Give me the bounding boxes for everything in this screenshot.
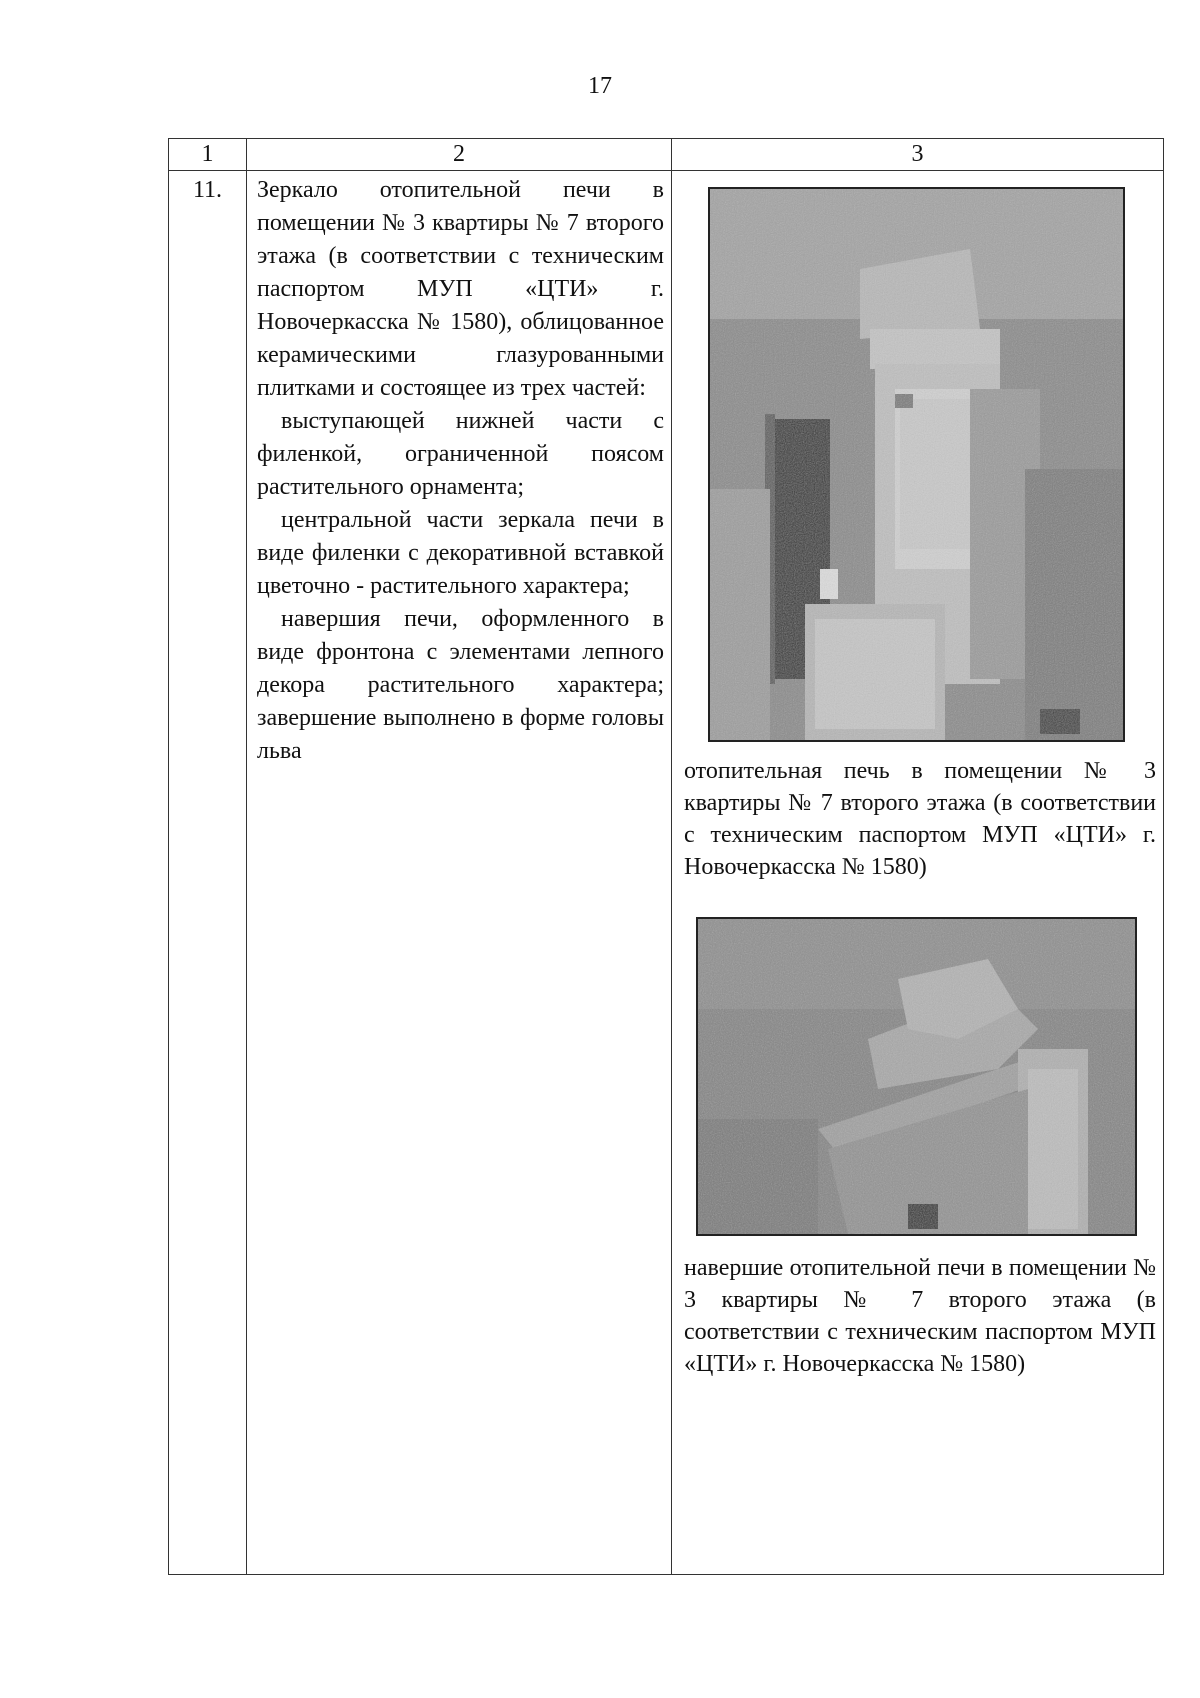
objects-table	[168, 138, 1164, 1575]
object-description	[247, 171, 672, 1575]
description-top-part: навершия печи, оформленного в виде фронтона с элементами лепного декора растительного характера; завершение выполнено в форме головы льва	[257, 606, 664, 764]
stove-top-photo	[696, 917, 1137, 1236]
page-number: 17	[588, 73, 612, 99]
stove-top-photo-caption: навершие отопительной печи в помещении № 3 квартиры № 7 второго этажа (в соответствии с техническим паспортом МУП «ЦТИ» г. Новочеркасска № 1580)	[684, 1255, 1156, 1377]
stove-photo	[708, 187, 1125, 742]
column-header-2: 2	[247, 139, 672, 171]
stove-photo-image	[710, 189, 1123, 740]
row-number: 11.	[169, 171, 247, 1575]
description-central-part: центральной части зеркала печи в виде филенки с декоративной вставкой цветочно - растительного характера;	[257, 507, 664, 599]
stove-top-photo-image	[698, 919, 1135, 1234]
description-lower-part: выступающей нижней части с филенкой, ограниченной поясом растительного орнамента;	[257, 408, 664, 500]
photos-cell	[672, 171, 1164, 1575]
description-intro: Зеркало отопительной печи в помещении № 3 квартиры № 7 второго этажа (в соответствии с техническим паспортом МУП «ЦТИ» г. Новочеркасска № 1580), облицованное керамическими глазурованными плитками и состоящее из трех частей:	[257, 177, 664, 401]
column-header-3: 3	[672, 139, 1164, 171]
column-header-1: 1	[169, 139, 247, 171]
table-row	[169, 171, 1164, 1575]
table-header-row	[169, 139, 1164, 171]
stove-photo-caption: отопительная печь в помещении № 3 квартиры № 7 второго этажа (в соответствии с техническим паспортом МУП «ЦТИ» г. Новочеркасска № 1580)	[684, 758, 1156, 880]
